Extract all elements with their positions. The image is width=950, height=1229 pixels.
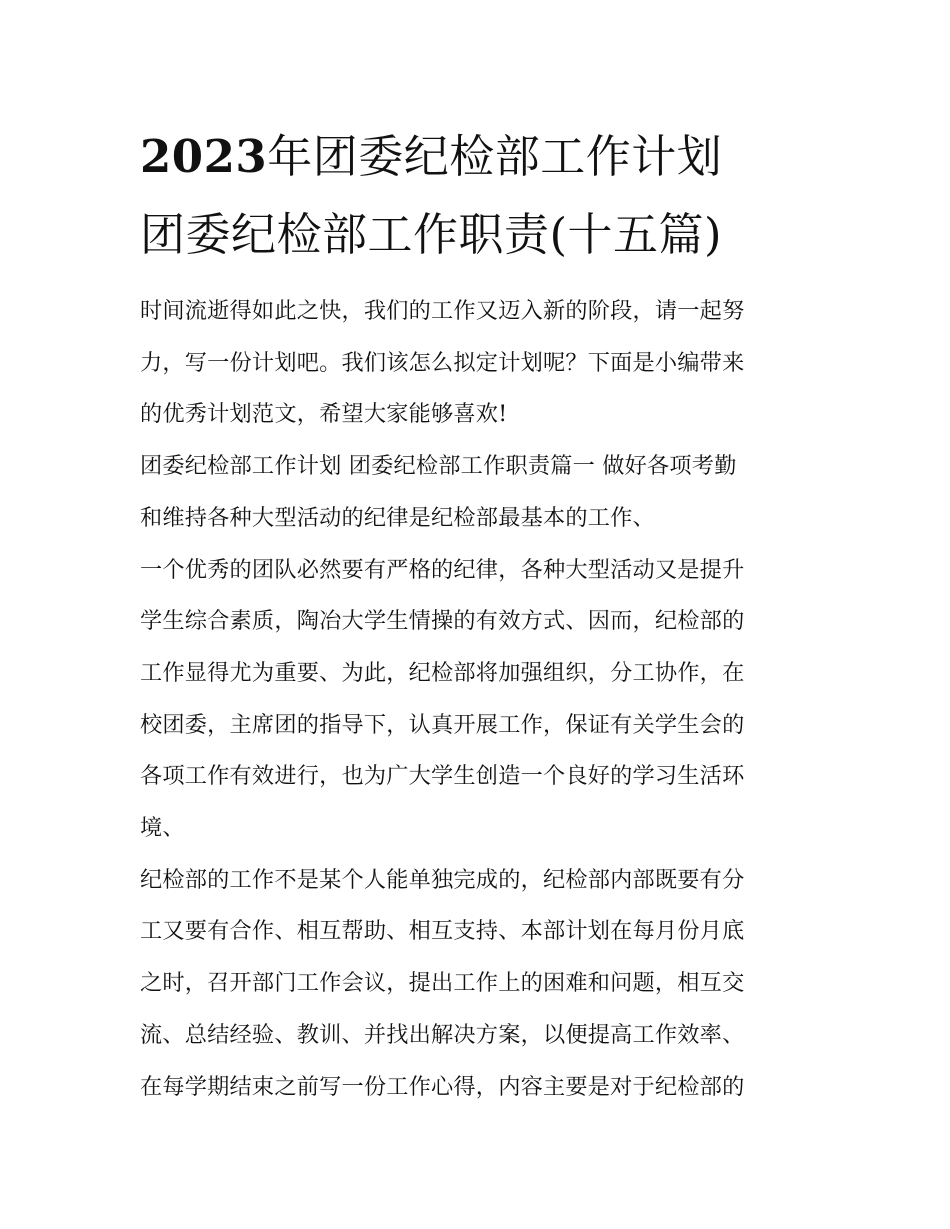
body-line: 工作显得尤为重要、为此，纪检部将加强组织，分工协作，在 — [140, 659, 745, 686]
body-line: 流、总结经验、教训、并找出解决方案，以便提高工作效率、 — [140, 1021, 745, 1048]
title-year: 2023 — [140, 130, 268, 183]
body-line: 的优秀计划范文，希望大家能够喜欢! — [140, 401, 508, 428]
body-line: 时间流逝得如此之快，我们的工作又迈入新的阶段，请一起努 — [140, 298, 745, 324]
body-line: 在每学期结束之前写一份工作心得，内容主要是对于纪检部的 — [140, 1073, 745, 1100]
body-line: 和维持各种大型活动的纪律是纪检部最基本的工作、 — [140, 504, 655, 531]
body-line: 力，写一份计划吧。我们该怎么拟定计划呢？下面是小编带来 — [140, 349, 745, 376]
document-body — [140, 286, 812, 1113]
document-subtitle: 团委纪检部工作职责(十五篇) — [140, 208, 723, 261]
body-line: 纪检部的工作不是某个人能单独完成的，纪检部内部既要有分 — [140, 866, 745, 893]
document-title — [140, 118, 812, 196]
body-line: 一个优秀的团队必然要有严格的纪律，各种大型活动又是提升 — [140, 556, 745, 583]
body-line: 各项工作有效进行，也为广大学生创造一个良好的学习生活环 — [140, 763, 745, 790]
document-content — [140, 118, 812, 1113]
body-line: 团委纪检部工作计划 团委纪检部工作职责篇一 做好各项考勤 — [140, 453, 737, 480]
body-line: 校团委，主席团的指导下，认真开展工作，保证有关学生会的 — [140, 711, 745, 738]
title-main-text: 年团委纪检部工作计划 — [267, 130, 723, 183]
body-line: 境、 — [140, 815, 185, 842]
body-line: 之时，召开部门工作会议，提出工作上的困难和问题，相互交 — [140, 970, 745, 997]
body-line: 学生综合素质，陶冶大学生情操的有效方式、因而，纪检部的 — [140, 608, 745, 635]
body-line: 工又要有合作、相互帮助、相互支持、本部计划在每月份月底 — [140, 918, 745, 945]
